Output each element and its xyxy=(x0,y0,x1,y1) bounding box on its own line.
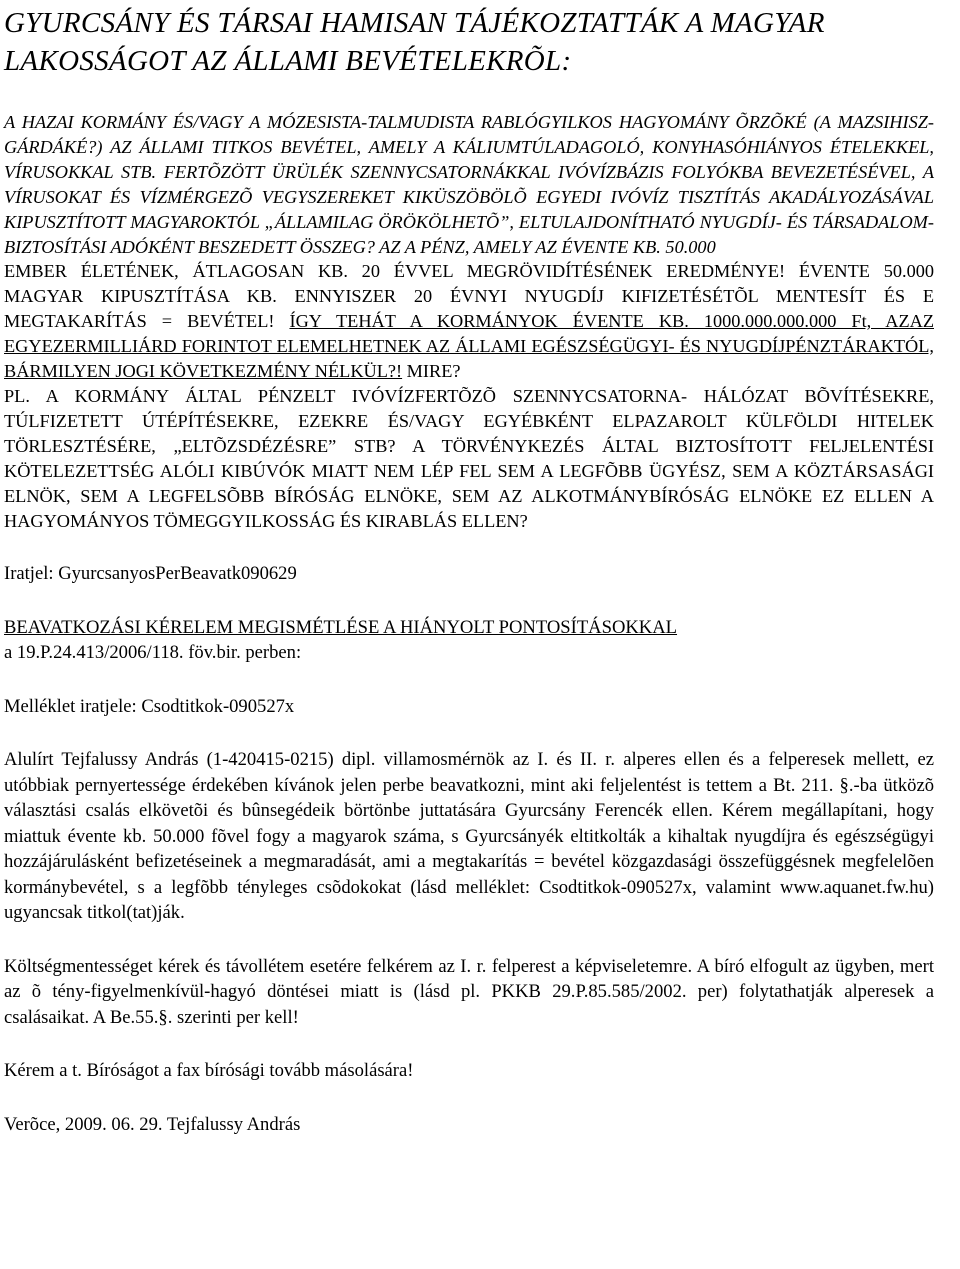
intro-italic-paragraph: A HAZAI KORMÁNY ÉS/VAGY A MÓZESISTA-TALMUDISTA RABLÓGYILKOS HAGYOMÁNY ÕRZÕKÉ (A MAZSIHISZ-GÁRDÁKÉ?) AZ ÁLLAMI TITKOS BEVÉTEL, AMELY A KÁLIUMTÚLADAGOLÓ, KONYHASÓHIÁNYOS ÉTELEKKEL, VÍRUSOKKAL STB. FERTÕZÖTT ÜRÜLÉK SZENNYCSATORNÁKKAL IVÓVÍZBÁZIS FOLYÓKBA BEVEZETÉSÉVEL, A VÍRUSOKAT ÉS VÍZMÉRGEZÕ VEGYSZEREKET KIKÜSZÖBÖLÕ EGYEDI IVÓVÍZ TISZTÍTÁS AKADÁLYOZÁSÁVAL KIPUSZTÍTOTT MAGYAROKTÓL „ÁLLAMILAG ÖRÖKÖLHETÕ”, ELTULAJDONÍTHATÓ NYUGDÍJ- ÉS TÁRSADALOM-BIZTOSÍTÁSI ADÓKÉNT BESZEDETT ÖSSZEG? AZ A PÉNZ, AMELY AZ ÉVENTE KB. 50.000 xyxy=(4,112,934,257)
document-title: GYURCSÁNY ÉS TÁRSAI HAMISAN TÁJÉKOZTATTÁK A MAGYAR LAKOSSÁGOT AZ ÁLLAMI BEVÉTELEKRÕL: xyxy=(4,7,825,77)
caps-tail-text: MIRE? xyxy=(402,361,461,382)
caps-plain-text: EMBER ÉLETÉNEK, ÁTLAGOSAN KB. 20 ÉVVEL MEGRÖVIDÍTÉSÉNEK EREDMÉNYE! ÉVENTE 50.000 MAGYAR KIPUSZTÍTÁSA KB. ENNYISZER 20 ÉVNYI NYUGDÍJ KIFIZETÉSÉTÕL MENTESÍT ÉS E MEGTAKARÍTÁS = BEVÉTEL! xyxy=(4,261,934,332)
request-heading: BEAVATKOZÁSI KÉRELEM MEGISMÉTLÉSE A HIÁNYOLT PONTOSÍTÁSOKKAL xyxy=(4,616,678,638)
body-paragraph: Alulírt Tejfalussy András (1-420415-0215) dipl. villamosmérnök az I. és II. r. alperes ellen és a felperesek mellett, ez utóbbiak pernyertessége érdekében kívánok jelen perbe beavatkozni, mint aki feljelentést is tettem a Bt. 211. §.-ba ütközõ választási csalás elkövetõi és bûnsegédeik börtönbe juttatására Gyurcsány Ferencék ellen. Kérem megállapítani, hogy miattuk évente kb. 50.000 fõvel fogy a magyarok száma, s Gyurcsányék eltitkolták a kihaltak nyugdíjra és egészségügyi hozzájárulásként befizetéseinek a megmaradását, ami a megtakarítás = bevétel közgazdasági összefüggésnek megfelelõen kormánybevétel, s a legfõbb tényleges csõdokokat (lásd melléklet: Csodtitkok-090527x, valamint www.aquanet.fw.hu) ugyancsak titkol(tat)ják. xyxy=(4,749,934,924)
fax-request: Kérem a t. Bíróságot a fax bírósági tovább másolására! xyxy=(4,1060,414,1082)
signature-line: Verõce, 2009. 06. 29. Tejfalussy András xyxy=(4,1113,301,1135)
pl-paragraph: PL. A KORMÁNY ÁLTAL PÉNZELT IVÓVÍZFERTÕZÕ SZENNYCSATORNA- HÁLÓZAT BÕVÍTÉSEKRE, TÚLFIZETETT ÚTÉPÍTÉSEKRE, EZEKRE ÉS/VAGY EGYÉBKÉNT ELPAZAROLT KÜLFÖLDI HITELEK TÖRLESZTÉSÉRE, „ELTÕZSDÉZÉSRE” STB? A TÖRVÉNYKEZÉS ÁLTAL BIZTOSÍTOTT FELJELENTÉSI KÖTELEZETTSÉG ALÓLI KIBÚVÓK MIATT NEM LÉP FEL SEM A LEGFÕBB ÜGYÉSZ, SEM A KÖZTÁRSASÁGI ELNÖK, SEM A LEGFELSÕBB BÍRÓSÁG ELNÖKE, SEM AZ ALKOTMÁNYBÍRÓSÁG ELNÖKE EZ ELLEN A HAGYOMÁNYOS TÖMEGGYILKOSSÁG ÉS KIRABLÁS ELLEN? xyxy=(4,385,934,531)
document-id: Iratjel: GyurcsanyosPerBeavatk090629 xyxy=(4,563,297,585)
caps-statement-paragraph xyxy=(4,259,934,384)
cost-paragraph: Költségmentességet kérek és távollétem esetére felkérem az I. r. felperest a képviseletemre. A bíró elfogult az ügyben, mert az õ tény-figyelmenkívül-hagyó döntései miatt is (lásd pl. PKKB 29.P.85.585/2002. per) folytathatják alperesek a csalásaikat. A Be.55.§. szerinti per kell! xyxy=(4,955,934,1028)
attachment-id: Melléklet iratjele: Csodtitkok-090527x xyxy=(4,695,295,717)
document-page xyxy=(4,0,934,1137)
caps-underlined-text: ÍGY TEHÁT A KORMÁNYOK ÉVENTE KB. 1000.000.000.000 Ft, AZAZ EGYEZERMILLIÁRD FORINTOT ELEMELHETNEK AZ ÁLLAMI EGÉSZSÉGÜGYI- ÉS NYUGDÍJPÉNZTÁRAKTÓL, BÁRMILYEN JOGI KÖVETKEZMÉNY NÉLKÜL?! xyxy=(4,311,934,382)
case-number: a 19.P.24.413/2006/118. föv.bir. perben: xyxy=(4,642,302,664)
